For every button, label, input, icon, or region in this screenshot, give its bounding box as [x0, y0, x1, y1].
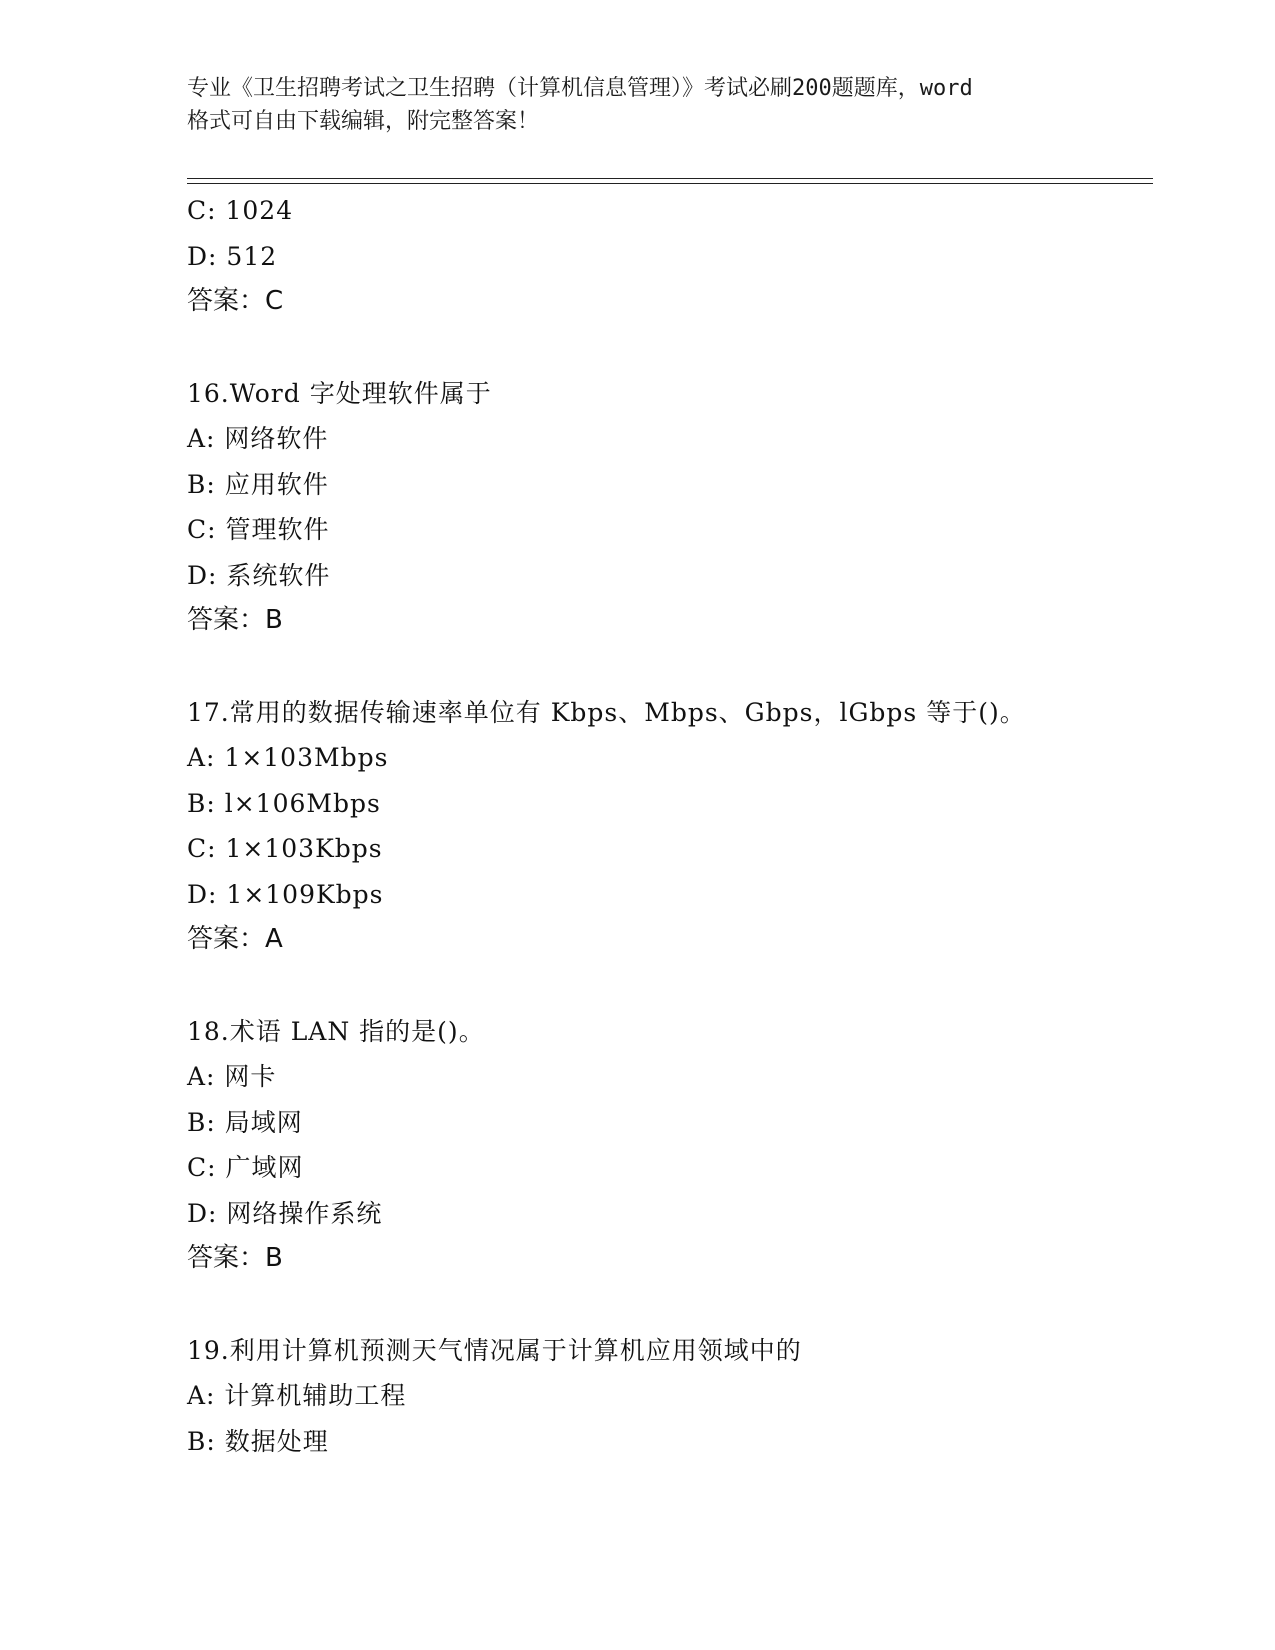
question-15-continuation	[187, 188, 1147, 325]
question-stem: 17.常用的数据传输速率单位有 Kbps、Mbps、Gbps，lGbps 等于()。	[187, 697, 1026, 727]
option-d: D: 网络操作系统	[187, 1198, 383, 1228]
spacer	[187, 325, 1147, 371]
option-a: A: 网卡	[187, 1062, 277, 1091]
header-divider-top	[187, 178, 1153, 179]
option-d: D: 512	[187, 241, 278, 271]
header-divider-bottom	[187, 183, 1153, 184]
question-16	[187, 371, 1147, 644]
answer-line: 答案：A	[187, 924, 283, 954]
spacer	[187, 1282, 1147, 1328]
option-a: A: 计算机辅助工程	[187, 1381, 407, 1410]
document-header	[187, 72, 1087, 138]
option-b: B: 数据处理	[187, 1426, 329, 1456]
option-c: C: 管理软件	[187, 515, 330, 544]
option-a: A: 网络软件	[187, 424, 329, 453]
question-18	[187, 1009, 1147, 1282]
spacer	[187, 644, 1147, 690]
option-c: C: 1024	[187, 196, 294, 225]
question-stem: 19.利用计算机预测天气情况属于计算机应用领域中的	[187, 1335, 802, 1365]
question-stem: 18.术语 LAN 指的是()。	[187, 1016, 485, 1046]
option-b: B: 局域网	[187, 1107, 303, 1137]
document-body	[187, 188, 1147, 1464]
question-19	[187, 1328, 1147, 1465]
spacer	[187, 963, 1147, 1009]
option-b: B: l×106Mbps	[187, 788, 381, 818]
answer-line: 答案：B	[187, 605, 283, 635]
option-d: D: 系统软件	[187, 560, 331, 590]
answer-line: 答案：B	[187, 1243, 283, 1273]
header-line-1: 专业《卫生招聘考试之卫生招聘（计算机信息管理）》考试必刷200题题库，word	[187, 76, 973, 101]
header-line-2: 格式可自由下载编辑，附完整答案！	[187, 109, 540, 134]
option-b: B: 应用软件	[187, 469, 329, 499]
question-stem: 16.Word 字处理软件属于	[187, 378, 492, 408]
option-d: D: 1×109Kbps	[187, 879, 384, 909]
answer-line: 答案：C	[187, 286, 284, 316]
option-a: A: 1×103Mbps	[187, 743, 389, 772]
option-c: C: 1×103Kbps	[187, 834, 383, 863]
question-17	[187, 690, 1147, 963]
option-c: C: 广域网	[187, 1153, 304, 1182]
